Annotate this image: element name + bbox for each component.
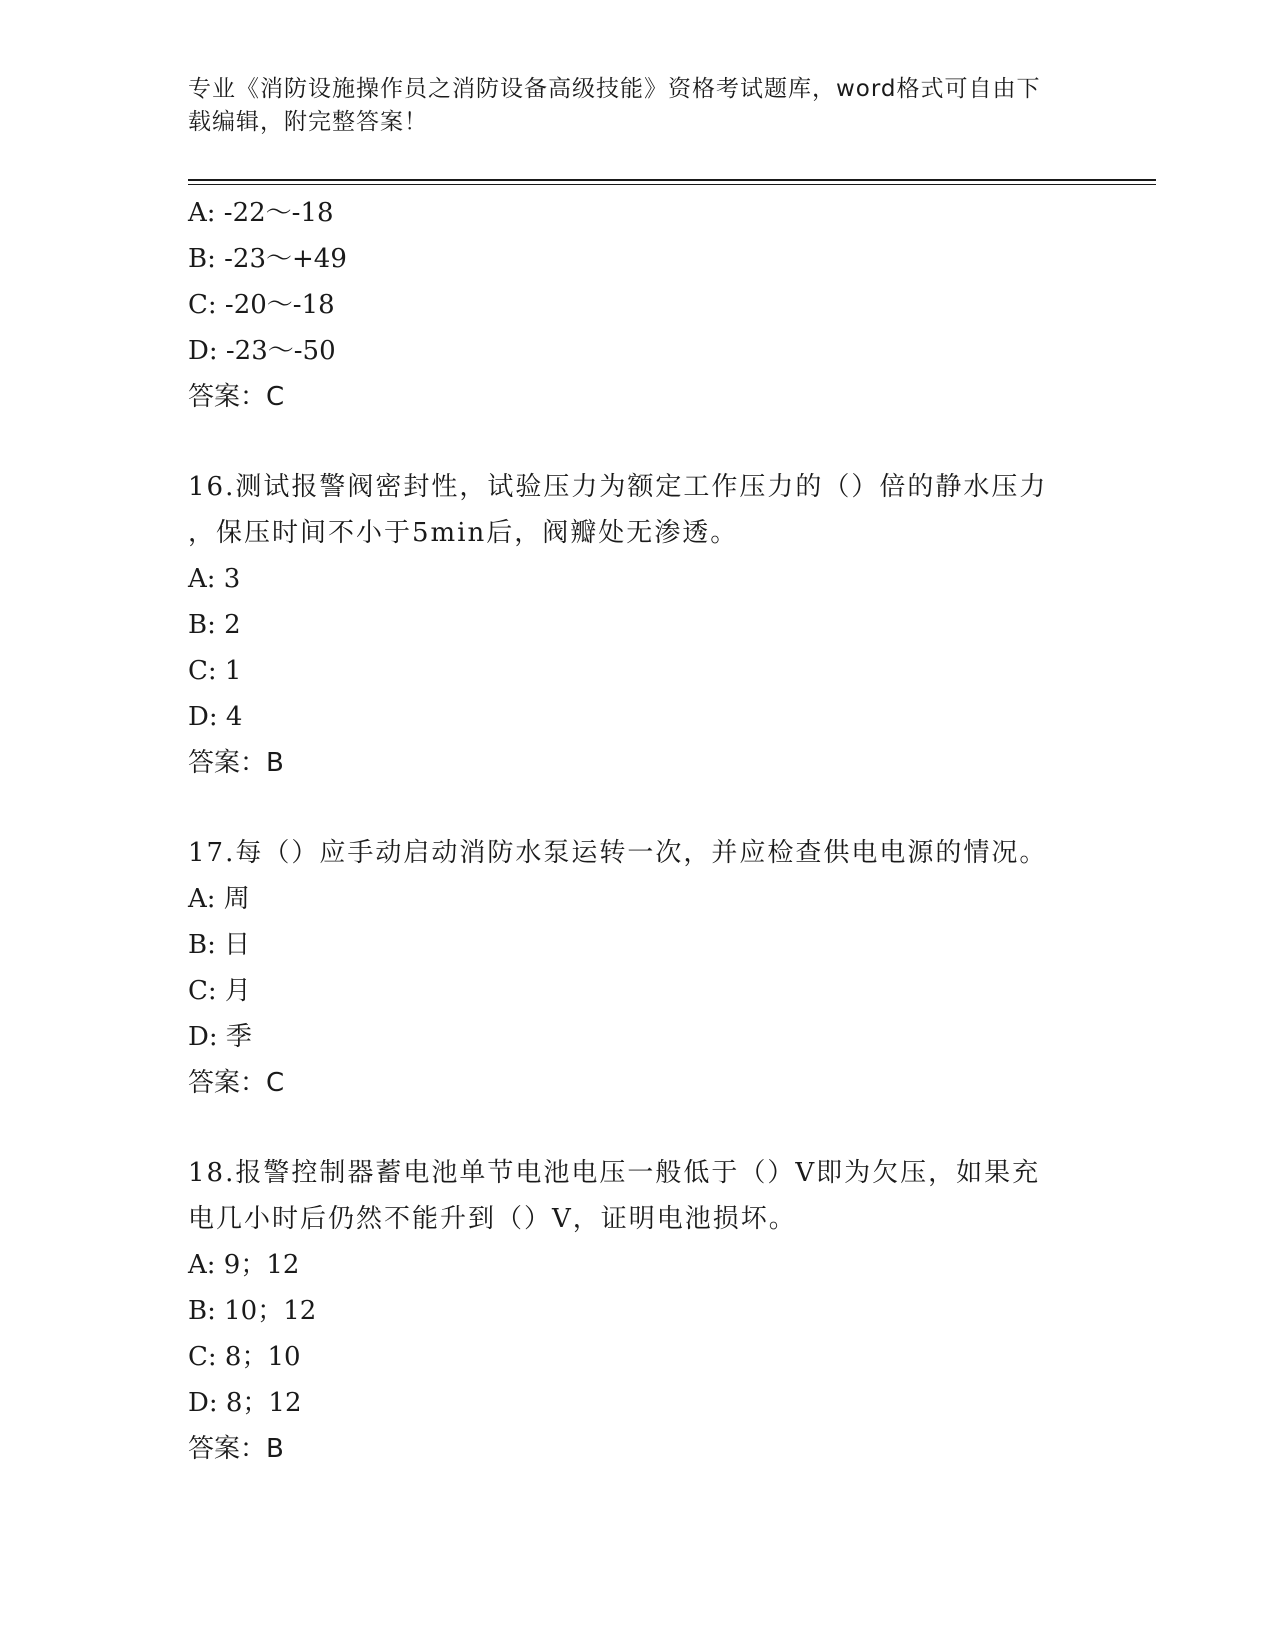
option-b: B: -23～+49 (188, 244, 347, 274)
question-16 (188, 464, 1088, 786)
option-c: C: 1 (188, 656, 242, 686)
answer: 答案：C (188, 382, 285, 412)
option-b: B: 2 (188, 610, 241, 640)
option-d: D: 季 (188, 1022, 252, 1052)
question-text-line-1: 16.测试报警阀密封性，试验压力为额定工作压力的（）倍的静水压力 (188, 472, 1048, 502)
option-d: D: -23～-50 (188, 336, 336, 366)
question-text-line-1: 18.报警控制器蓄电池单节电池电压一般低于（）V即为欠压，如果充 (188, 1158, 1041, 1188)
header-divider (188, 179, 1156, 181)
answer: 答案：C (188, 1068, 285, 1098)
question-list (188, 190, 1088, 1472)
question-18 (188, 1150, 1088, 1472)
option-c: C: 8；10 (188, 1342, 301, 1372)
option-a: A: 周 (188, 884, 250, 914)
option-a: A: 9；12 (188, 1250, 300, 1280)
option-a: A: -22～-18 (188, 198, 334, 228)
question-17 (188, 830, 1088, 1106)
option-b: B: 日 (188, 930, 251, 960)
option-b: B: 10；12 (188, 1296, 317, 1326)
question-text-line-1: 17.每（）应手动启动消防水泵运转一次，并应检查供电电源的情况。 (188, 838, 1048, 868)
question-text-line-2: ，保压时间不小于5min后，阀瓣处无渗透。 (188, 518, 739, 548)
question-15 (188, 190, 1088, 420)
header-line-1: 专业《消防设施操作员之消防设备高级技能》资格考试题库，word格式可自由下 (188, 76, 1041, 102)
header-divider-thin (188, 184, 1156, 185)
answer: 答案：B (188, 1434, 284, 1464)
header-line-2: 载编辑，附完整答案！ (188, 109, 428, 135)
option-c: C: 月 (188, 976, 251, 1006)
document-header (188, 73, 1068, 139)
option-a: A: 3 (188, 564, 241, 594)
answer: 答案：B (188, 748, 284, 778)
option-d: D: 4 (188, 702, 243, 732)
option-d: D: 8；12 (188, 1388, 302, 1418)
option-c: C: -20～-18 (188, 290, 335, 320)
question-text-line-2: 电几小时后仍然不能升到（）V，证明电池损坏。 (188, 1204, 797, 1234)
